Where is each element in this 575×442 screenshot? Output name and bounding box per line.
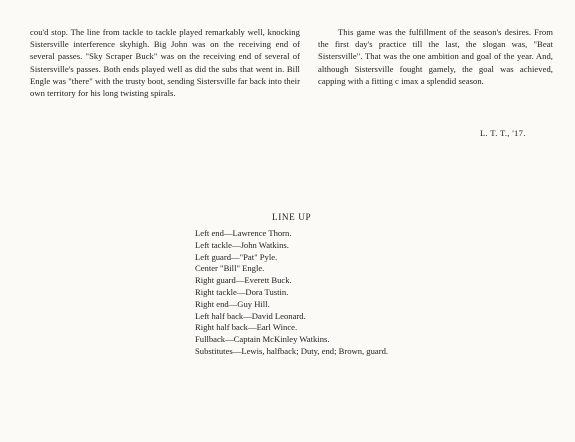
lineup-item: Left guard—"Pat" Pyle. [195, 251, 278, 262]
lineup-item: Right tackle—Dora Tustin. [195, 286, 289, 297]
lineup-item: Fullback—Captain McKinley Watkins. [195, 334, 330, 345]
right-column-paragraph: This game was the fulfillment of the season's desires. From the first day's practice till the last, the slogan was, "Beat Sistersville". That was the one ambition and goal of the year. And, although Sistersville fought gamely, the goal was achieved, capping with a fitting c imax a splendid season. [318, 27, 553, 86]
lineup-item: Center "Bill" Engle. [195, 263, 265, 274]
author-signature: L. T. T., '17. [480, 128, 526, 138]
lineup-item: Left end—Lawrence Thorn. [195, 228, 292, 238]
lineup-substitutes: Substitutes—Lewis, halfback; Duty, end; Brown, guard. [195, 345, 389, 356]
lineup-item: Right half back—Earl Wince. [195, 322, 298, 333]
right-column [318, 26, 553, 87]
lineup-list [195, 228, 435, 358]
lineup-item: Right guard—Everett Buck. [195, 275, 292, 286]
lineup-item: Left tackle—John Watkins. [195, 239, 289, 250]
left-column [30, 26, 300, 99]
lineup-item: Right end—Guy Hill. [195, 298, 270, 309]
left-column-paragraph: cou'd stop. The line from tackle to tackle played remarkably well, knocking Sistersville interference skyhigh. Big John was on the receiving end of several passes. "Sky Scraper Buck" was on the receiving end of several of Sistersville's passes. Both ends played well as did the subs that went in. Bill Engle was "there" with the trusty boot, sending Sistersville far back into their own territory for his long twisting spirals. [30, 27, 300, 99]
lineup-heading: LINE UP [272, 212, 312, 222]
lineup-item: Left half back—David Leonard. [195, 310, 306, 321]
